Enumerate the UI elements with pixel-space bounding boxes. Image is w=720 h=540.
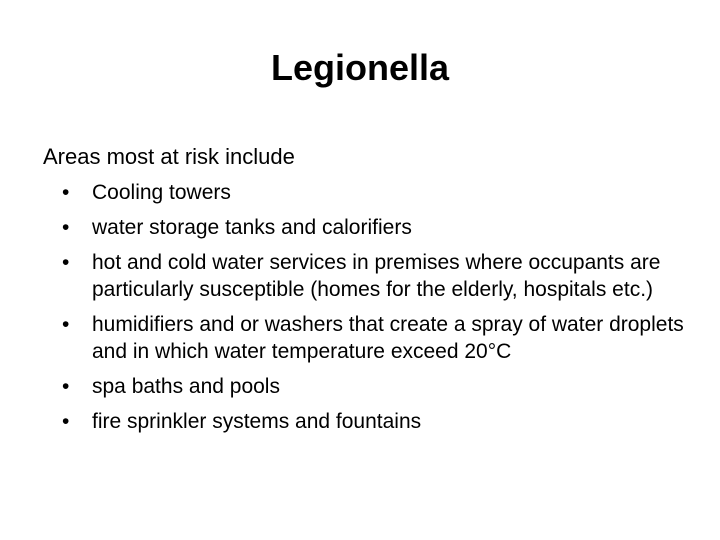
bullet-text: spa baths and pools	[92, 375, 280, 398]
intro-text: Areas most at risk include	[43, 144, 295, 169]
bullet-icon: •	[62, 251, 70, 274]
bullet-icon: •	[62, 313, 70, 336]
bullet-list	[0, 179, 720, 443]
bullet-text: water storage tanks and calorifiers	[92, 216, 412, 239]
bullet-text: Cooling towers	[92, 181, 231, 204]
bullet-text: humidifiers and or washers that create a spray of water droplets and in which water temperature exceed 20°C	[92, 313, 684, 363]
bullet-icon: •	[62, 410, 70, 433]
bullet-text: fire sprinkler systems and fountains	[92, 410, 422, 433]
bullet-icon: •	[62, 375, 70, 398]
slide-title: Legionella	[270, 47, 450, 88]
bullet-icon: •	[62, 181, 70, 204]
bullet-icon: •	[62, 216, 70, 239]
bullet-text: hot and cold water services in premises where occupants are particularly susceptible (homes for the elderly, hospitals etc.)	[92, 251, 661, 301]
bullet-item-water-services	[0, 249, 720, 303]
bullet-item-fire-sprinklers	[0, 408, 720, 435]
bullet-item-humidifiers	[0, 311, 720, 365]
bullet-item-cooling-towers	[0, 179, 720, 206]
bullet-item-storage-tanks	[0, 214, 720, 241]
bullet-item-spa-baths	[0, 373, 720, 400]
